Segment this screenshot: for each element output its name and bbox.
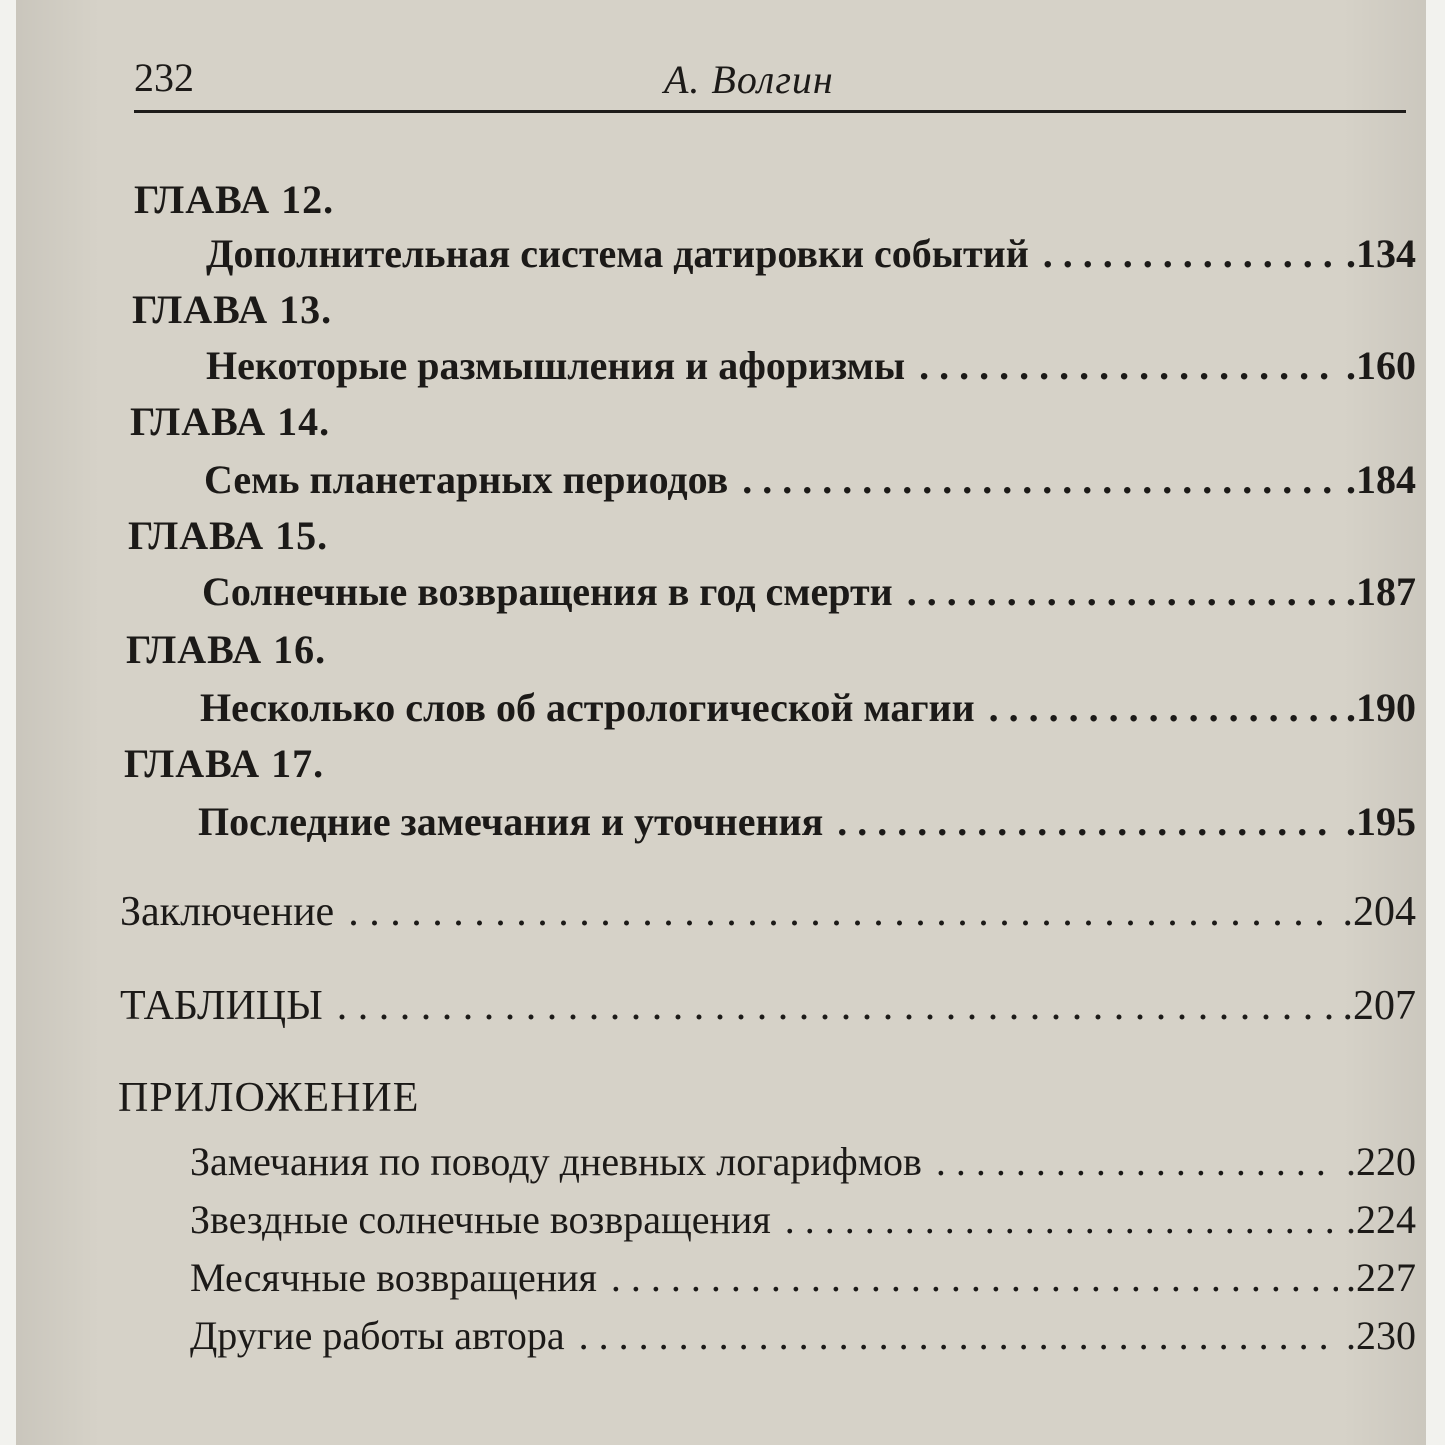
toc-entry-page: .184 [1346, 457, 1416, 502]
toc-entry-page: .204 [1342, 889, 1416, 935]
toc-entry-tables[interactable] [120, 982, 1416, 1030]
toc-entry-title: Звездные солнечные возвращения [190, 1197, 771, 1242]
toc-entry-page: .224 [1346, 1197, 1416, 1242]
toc-entry-title: Заключение [120, 889, 335, 935]
chapter-label-14: ГЛАВА 14. [130, 399, 331, 444]
toc-entry-page: .220 [1346, 1139, 1416, 1184]
toc-entry-page: .134 [1346, 231, 1416, 276]
toc-entry-appendix-1[interactable] [190, 1138, 1416, 1185]
toc-entry-title: Семь планетарных периодов [204, 457, 729, 502]
dot-leader [337, 982, 1335, 1030]
toc-entry-page: .227 [1346, 1255, 1416, 1300]
toc-entry-title: ТАБЛИЦЫ [120, 983, 323, 1029]
dot-leader [837, 798, 1338, 845]
toc-entry-title: Месячные возвращения [190, 1255, 597, 1300]
toc-entry-chapter-12[interactable] [206, 230, 1416, 277]
chapter-label-17: ГЛАВА 17. [124, 741, 325, 786]
toc-entry-title: Солнечные возвращения в год смерти [202, 569, 893, 614]
dot-leader [742, 456, 1338, 503]
page-number: 232 [134, 55, 194, 100]
chapter-label-13: ГЛАВА 13. [132, 287, 333, 332]
toc-entry-chapter-13[interactable] [206, 342, 1416, 389]
chapter-label-15: ГЛАВА 15. [128, 513, 329, 558]
toc-entry-page: .187 [1346, 569, 1416, 614]
toc-entry-appendix-2[interactable] [190, 1196, 1416, 1243]
toc-entry-page: .230 [1346, 1313, 1416, 1358]
running-head: А. Волгин [664, 57, 834, 102]
toc-entry-title: Последние замечания и уточнения [198, 799, 824, 844]
toc-entry-chapter-15[interactable] [202, 568, 1416, 615]
toc-entry-title: Некоторые размышления и афоризмы [206, 343, 906, 388]
dot-leader [989, 684, 1338, 731]
toc-entry-page: .195 [1346, 799, 1416, 844]
dot-leader [919, 342, 1338, 389]
dot-leader [1043, 230, 1338, 277]
toc-entry-chapter-14[interactable] [204, 456, 1416, 503]
toc-entry-chapter-17[interactable] [198, 798, 1416, 845]
page-header [134, 52, 1406, 113]
book-page [16, 0, 1426, 1445]
dot-leader [579, 1312, 1338, 1359]
dot-leader [907, 568, 1338, 615]
dot-leader [936, 1138, 1338, 1185]
toc-entry-title: Замечания по поводу дневных логарифмов [190, 1139, 922, 1184]
dot-leader [785, 1196, 1338, 1243]
toc-entry-page: .207 [1342, 983, 1416, 1029]
toc-entry-appendix-4[interactable] [190, 1312, 1416, 1359]
dot-leader [611, 1254, 1338, 1301]
toc-entry-title: Несколько слов об астрологической магии [200, 685, 975, 730]
toc-entry-page: .160 [1346, 343, 1416, 388]
toc-entry-page: .190 [1346, 685, 1416, 730]
toc-entry-title: Дополнительная система датировки событий [206, 231, 1029, 276]
chapter-label-12: ГЛАВА 12. [134, 177, 335, 222]
toc-entry-conclusion[interactable] [120, 888, 1416, 936]
toc-entry-chapter-16[interactable] [200, 684, 1416, 731]
toc-entry-title: Другие работы автора [190, 1313, 565, 1358]
appendix-heading: ПРИЛОЖЕНИЕ [118, 1075, 420, 1121]
toc-entry-appendix-3[interactable] [190, 1254, 1416, 1301]
dot-leader [348, 888, 1334, 936]
chapter-label-16: ГЛАВА 16. [126, 627, 327, 672]
